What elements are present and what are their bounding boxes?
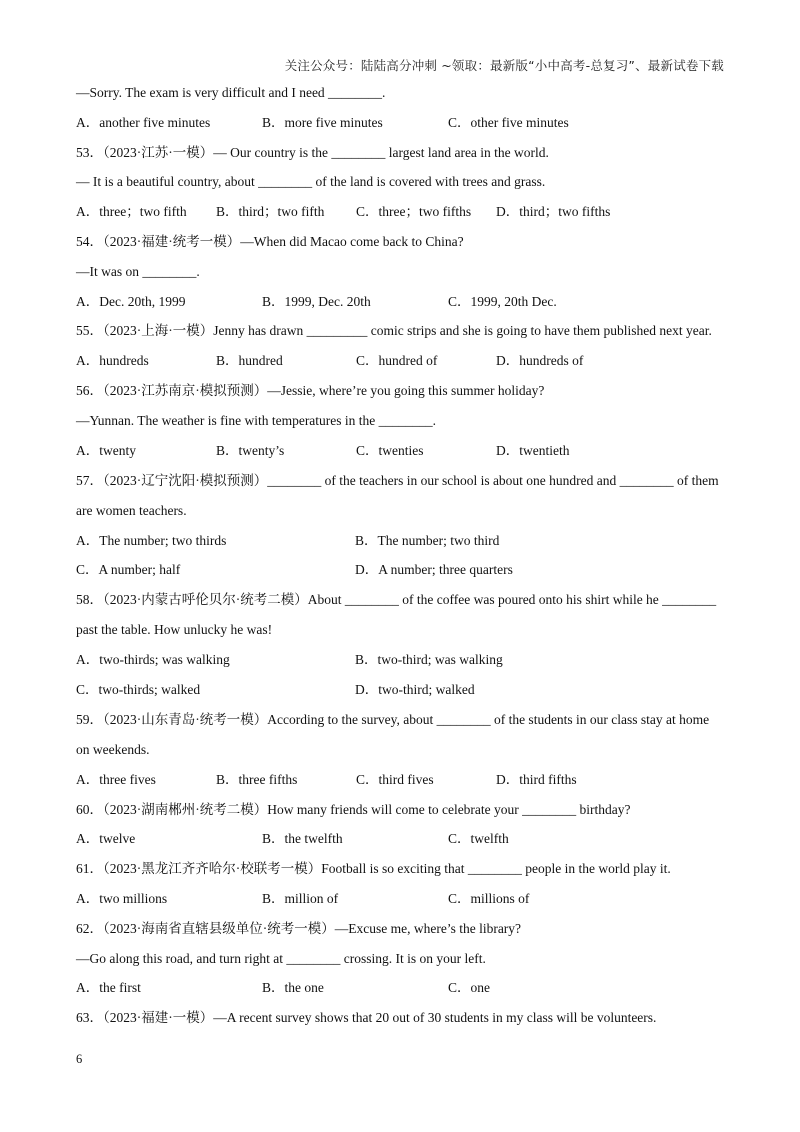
option-a: A．two millions bbox=[76, 890, 168, 906]
option-a: A．three；two fifth bbox=[76, 204, 187, 220]
answer-options bbox=[76, 108, 726, 138]
answer-options bbox=[76, 287, 726, 317]
option-d: D．A number; three quarters bbox=[355, 562, 513, 578]
answer-options bbox=[76, 526, 726, 556]
question-stem: 53．（2023·江苏·一模）— Our country is the ________ largest land area in the world. bbox=[76, 144, 549, 160]
option-a: A．twelve bbox=[76, 831, 136, 847]
question-stem: 61．（2023·黑龙江齐齐哈尔·校联考一模）Football is so exciting that ________ people in the world play it. bbox=[76, 861, 671, 877]
question-list bbox=[76, 78, 726, 1033]
option-a: A．Dec. 20th, 1999 bbox=[76, 293, 186, 309]
answer-options bbox=[76, 346, 726, 376]
option-b: B．1999, Dec. 20th bbox=[262, 293, 371, 309]
answer-options bbox=[76, 884, 726, 914]
option-c: C．one bbox=[448, 980, 490, 996]
option-b: B．hundred bbox=[216, 353, 283, 369]
page-header: 关注公众号：陆陆高分冲刺 ~领取：最新版“小中高考-总复习”、最新试卷下载 bbox=[284, 58, 724, 73]
question-stem-line2: — It is a beautiful country, about ________ of the land is covered with trees and grass. bbox=[76, 174, 546, 190]
option-b: B．twenty’s bbox=[216, 442, 285, 458]
option-c: C．1999, 20th Dec. bbox=[448, 293, 557, 309]
question-stem: 59．（2023·山东青岛·统考一模）According to the survey, about ________ of the students in our class stay at home on weekends. bbox=[76, 711, 710, 757]
option-b: B．three fifths bbox=[216, 771, 298, 787]
option-d: D．third；two fifths bbox=[496, 204, 611, 220]
question-stem-line2: —Go along this road, and turn right at ________ crossing. It is on your left. bbox=[76, 950, 486, 966]
question-stem: 62．（2023·海南省直辖县级单位·统考一模）—Excuse me, where’s the library? bbox=[76, 920, 522, 936]
answer-options bbox=[76, 436, 726, 466]
answer-options bbox=[76, 824, 726, 854]
question-stem: 56．（2023·江苏南京·模拟预测）—Jessie, where’re you going this summer holiday? bbox=[76, 383, 545, 399]
option-b: B．the one bbox=[262, 980, 324, 996]
question-stem: 63．（2023·福建·一模）—A recent survey shows that 20 out of 30 students in my class will be volunteers. bbox=[76, 1010, 657, 1026]
option-b: B．two-third; was walking bbox=[355, 652, 503, 668]
question-stem-line2: —Yunnan. The weather is fine with temperatures in the ________. bbox=[76, 412, 437, 428]
option-c: C．twelfth bbox=[448, 831, 509, 847]
option-d: D．two-third; walked bbox=[355, 681, 475, 697]
option-a: A．The number; two thirds bbox=[76, 532, 227, 548]
question-stem: 54．（2023·福建·统考一模）—When did Macao come back to China? bbox=[76, 233, 464, 249]
option-c: C．two-thirds; walked bbox=[76, 681, 201, 697]
answer-options bbox=[76, 197, 726, 227]
answer-options bbox=[76, 973, 726, 1003]
option-c: C．A number; half bbox=[76, 562, 181, 578]
question-stem: —Sorry. The exam is very difficult and I need ________. bbox=[76, 85, 386, 100]
question-stem: 60．（2023·湖南郴州·统考二模）How many friends will come to celebrate your ________ birthday? bbox=[76, 801, 631, 817]
question-stem: 58．（2023·内蒙古呼伦贝尔·统考二模）About ________ of the coffee was poured onto his shirt while he ________ past the table. How unlucky he was! bbox=[76, 592, 717, 638]
option-c: C．millions of bbox=[448, 890, 530, 906]
question-stem: 55．（2023·上海·一模）Jenny has drawn _________ comic strips and she is going to have them published next year. bbox=[76, 323, 712, 339]
option-d: D．hundreds of bbox=[496, 353, 584, 369]
option-b: B．the twelfth bbox=[262, 831, 343, 847]
answer-options bbox=[76, 765, 726, 795]
page-number: 6 bbox=[76, 1052, 83, 1066]
option-a: A．twenty bbox=[76, 442, 136, 458]
option-a: A．another five minutes bbox=[76, 114, 211, 130]
option-a: A．two-thirds; was walking bbox=[76, 652, 230, 668]
option-a: A．the first bbox=[76, 980, 141, 996]
option-c: C．hundred of bbox=[356, 353, 438, 369]
question-stem: 57．（2023·辽宁沈阳·模拟预测）________ of the teachers in our school is about one hundred and ________ of them are women teachers. bbox=[76, 472, 719, 518]
question-stem-line2: —It was on ________. bbox=[76, 263, 200, 279]
answer-options bbox=[76, 555, 726, 585]
option-c: C．third fives bbox=[356, 771, 434, 787]
option-c: C．twenties bbox=[356, 442, 424, 458]
option-c: C．three；two fifths bbox=[356, 204, 472, 220]
option-a: A．hundreds bbox=[76, 353, 149, 369]
answer-options bbox=[76, 675, 726, 705]
option-b: B．The number; two third bbox=[355, 532, 500, 548]
option-d: D．third fifths bbox=[496, 771, 577, 787]
option-c: C．other five minutes bbox=[448, 114, 569, 130]
answer-options bbox=[76, 645, 726, 675]
option-b: B．third；two fifth bbox=[216, 204, 325, 220]
option-b: B．more five minutes bbox=[262, 114, 383, 130]
option-a: A．three fives bbox=[76, 771, 156, 787]
option-d: D．twentieth bbox=[496, 442, 570, 458]
option-b: B．million of bbox=[262, 890, 339, 906]
